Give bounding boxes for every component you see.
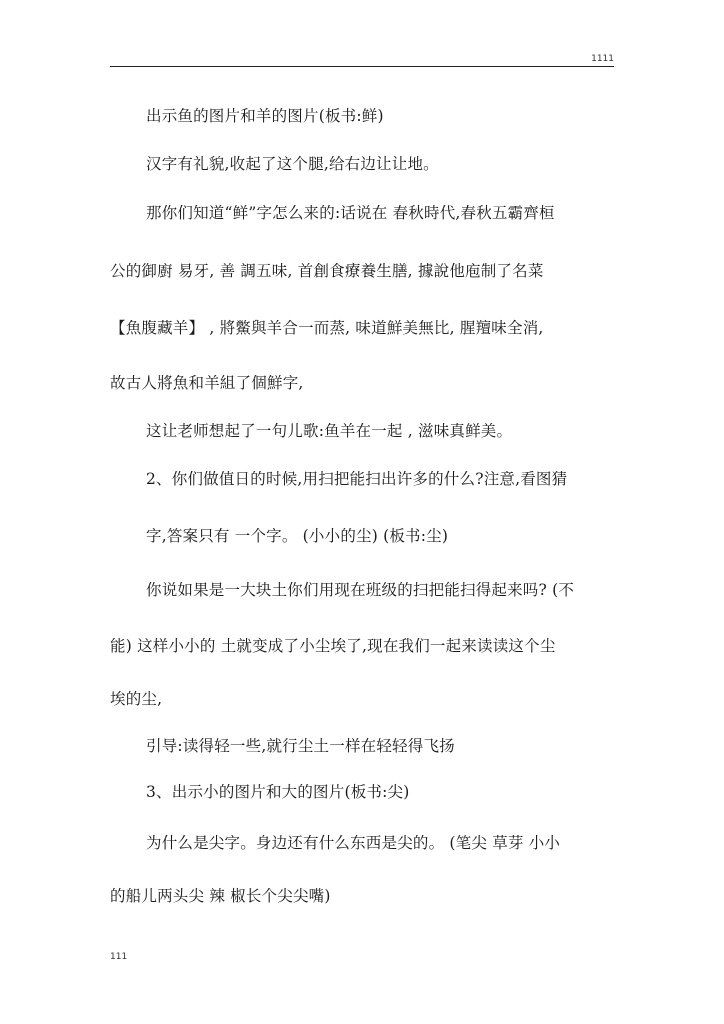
- text-line: 【魚腹藏羊】 , 將鱉與羊合一而蒸, 味道鮮美無比, 腥羶味全消,: [110, 319, 544, 337]
- text-line: 引导:读得轻一些,就行尘土一样在轻轻得飞扬: [146, 737, 455, 755]
- text-line: 汉字有礼貌,收起了这个腿,给右边让让地。: [146, 155, 439, 173]
- text-line: 埃的尘,: [110, 690, 163, 708]
- text-line: 的船儿两头尖 辣 椒长个尖尖嘴): [110, 887, 331, 905]
- text-line: 公的御廚 易牙, 善 調五味, 首創食療養生膳, 據說他庖制了名菜: [110, 262, 544, 280]
- header-rule: [110, 66, 614, 67]
- text-line: 那你们知道“鲜”字怎么来的:话说在 春秋時代,春秋五霸齊桓: [146, 204, 555, 222]
- text-line: 2、你们做值日的时候,用扫把能扫出许多的什么?注意,看图猜: [146, 470, 568, 488]
- header-page-number: 1111: [591, 54, 614, 64]
- text-line: 3、出示小的图片和大的图片(板书:尖): [146, 783, 410, 801]
- footer-page-number: 111: [110, 952, 128, 962]
- text-line: 出示鱼的图片和羊的图片(板书:鲜): [146, 107, 384, 125]
- text-line: 为什么是尖字。身边还有什么东西是尖的。 (笔尖 草芽 小小: [146, 834, 561, 852]
- text-line: 这让老师想起了一句儿歌:鱼羊在一起 , 滋味真鲜美。: [146, 422, 513, 440]
- text-line: 你说如果是一大块土你们用现在班级的扫把能扫得起来吗? (不: [146, 581, 575, 599]
- text-line: 能) 这样小小的 土就变成了小尘埃了,现在我们一起来读读这个尘: [110, 637, 556, 655]
- text-line: 字,答案只有 一个字。 (小小的尘) (板书:尘): [146, 527, 449, 545]
- text-line: 故古人將魚和羊組了個鮮字,: [110, 374, 304, 392]
